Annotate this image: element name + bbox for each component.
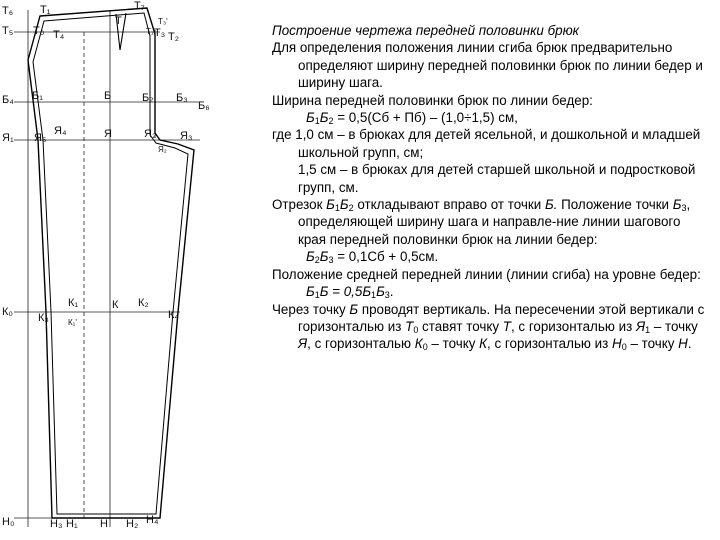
formula-b1b2: $Б_1Б_2 = 0,5(Сб + Пб) - (1,0\div 1,5)$ см, bbox=[306, 110, 518, 127]
label-t5: Т₅ bbox=[2, 25, 14, 37]
paragraph-segment: Отрезок $Б_1Б_2$ откладывают вправо от точки Б. Положение точки $Б_3$, определяющей ширину шага и направле-ние линии шагового края передней половинки брюк на линии бедер: bbox=[272, 197, 691, 247]
label-ya: Я bbox=[104, 128, 112, 140]
paragraph-middle-line: Положение средней передней линии (линии сгиба) на уровне бедер: bbox=[272, 266, 701, 282]
label-ya3: Я₃ bbox=[180, 130, 193, 142]
label-t2: Т₂ bbox=[168, 31, 179, 43]
paragraph-where: где 1,0 см – в брюках для детей ясельной, и дошкольной и младшей школьной групп, см; bbox=[272, 127, 701, 160]
label-k4: К₄ bbox=[168, 309, 179, 321]
label-h2: Н₂ bbox=[126, 518, 139, 530]
inner-contour bbox=[33, 13, 188, 514]
label-k0: К₀ bbox=[2, 306, 13, 318]
construction-lines bbox=[14, 10, 200, 527]
label-h4: Н₄ bbox=[146, 514, 159, 526]
point-labels bbox=[2, 0, 210, 530]
label-t7: Т₇ bbox=[134, 0, 145, 12]
label-ya5: Я₅ bbox=[34, 132, 47, 144]
label-t4: Т₄ bbox=[53, 29, 65, 41]
label-ya2: Я₂ bbox=[144, 128, 157, 140]
label-k: К bbox=[112, 299, 119, 311]
label-h: Н bbox=[100, 518, 108, 530]
trouser-outline bbox=[28, 8, 194, 518]
label-b2: Б₂ bbox=[142, 92, 154, 104]
label-t3p: Т₃' bbox=[158, 17, 168, 26]
paragraph-older-groups: 1,5 см – в брюках для детей старшей школьной и подростковой групп, см. bbox=[298, 162, 696, 195]
label-ya4: Я₄ bbox=[54, 125, 67, 137]
paragraph-vertical: Через точку Б проводят вертикаль. На пересечении этой вертикали с горизонталью из $Т_0$ ставят точку Т, с горизонталью из $Я_1$ – точку Я, с горизонталью $К_0$ – точку К, с горизонталью из $Н_0$ – точку Н. bbox=[272, 301, 705, 353]
label-t0: Т₀ bbox=[33, 25, 45, 37]
paragraph-intro: Для определения положения линии сгиба брюк предварительно определяют ширину передней половинки брюк по линии бедер и ширину шага. bbox=[272, 40, 703, 91]
label-k1: К₁ bbox=[68, 297, 79, 309]
label-k3: К₃ bbox=[38, 312, 49, 324]
construction-text bbox=[272, 22, 712, 353]
label-ya1: Я₁ bbox=[2, 132, 14, 144]
label-b3: Б₃ bbox=[176, 92, 188, 104]
label-t1: Т₁ bbox=[40, 4, 51, 16]
trouser-pattern-drawing bbox=[0, 0, 270, 540]
label-k2: К₂ bbox=[138, 297, 149, 309]
doc-title: Построение чертежа передней половинки брюк bbox=[272, 23, 579, 38]
outer-contour bbox=[28, 8, 194, 518]
label-b6: Б₆ bbox=[198, 100, 210, 112]
formula-b1b: $Б_1Б = 0,5Б_1Б_3$. bbox=[306, 284, 394, 301]
label-t6: Т₆ bbox=[2, 5, 14, 17]
label-b4: Б₄ bbox=[2, 94, 14, 106]
formula-b2b3: $Б_2Б_3 = 0,1Сб + 0,5см$. bbox=[306, 249, 439, 266]
label-t3: Т₃ bbox=[154, 27, 166, 39]
label-t1b: Т₁ bbox=[146, 27, 154, 36]
label-h3: Н₃ bbox=[50, 518, 63, 530]
label-t: Т bbox=[115, 15, 122, 27]
label-b: Б bbox=[104, 90, 112, 102]
label-h0: Н₀ bbox=[2, 516, 15, 528]
paragraph-hip-width: Ширина передней половинки брюк по линии бедер: bbox=[272, 92, 593, 108]
label-b1: Б₁ bbox=[32, 90, 43, 102]
label-k1p: К₁' bbox=[68, 318, 77, 327]
label-h1: Н₁ bbox=[66, 518, 78, 530]
label-ya2b: Я₂ bbox=[158, 145, 167, 154]
